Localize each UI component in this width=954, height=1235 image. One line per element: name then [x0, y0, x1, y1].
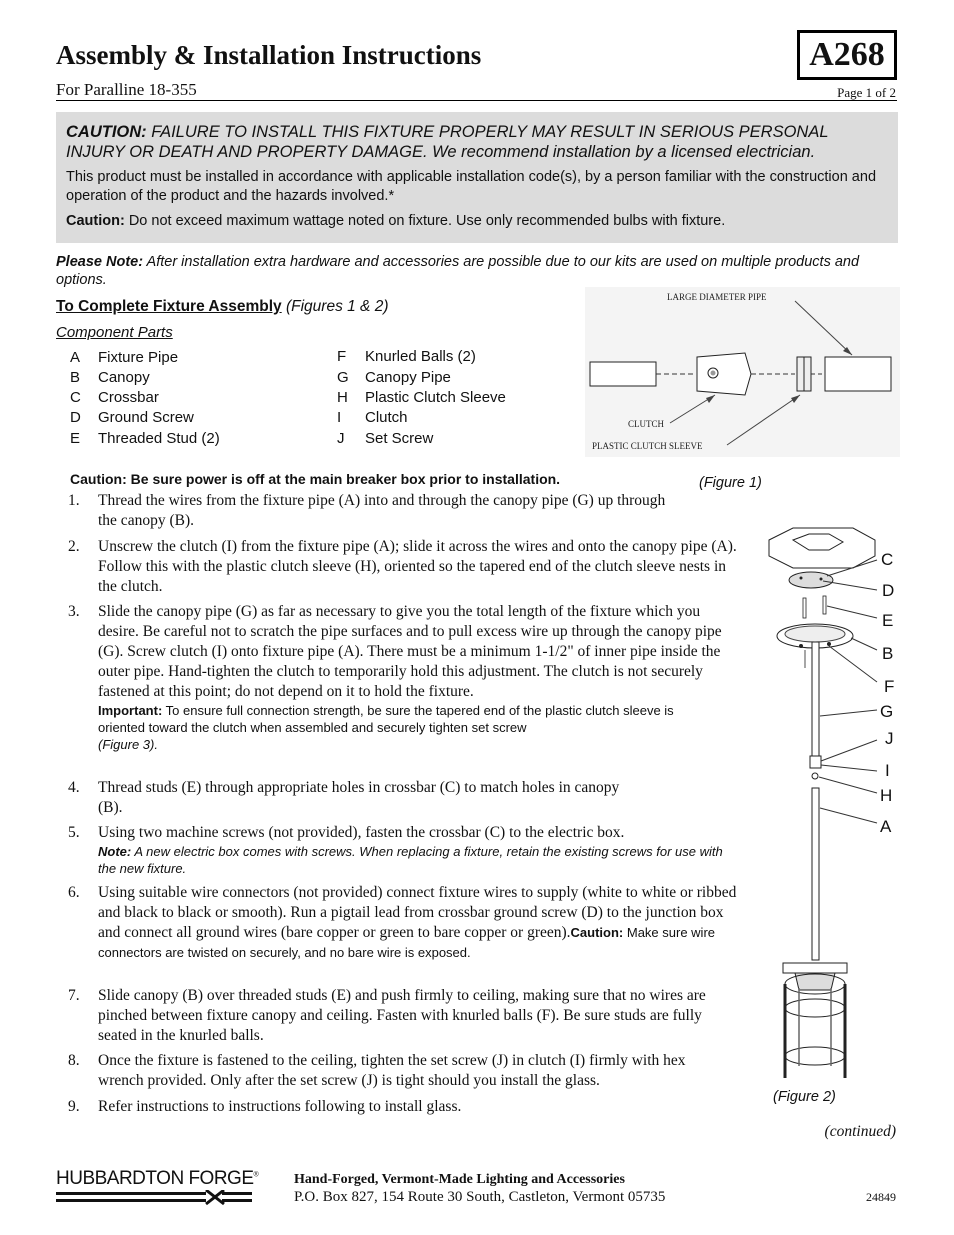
footer-doc-id: 24849 [866, 1190, 896, 1204]
figure-2-label-b: B [882, 644, 894, 663]
footer-tagline: Hand-Forged, Vermont-Made Lighting and Accessories [294, 1172, 625, 1187]
fixture-pipe-shape [812, 788, 819, 960]
power-caution: Caution: Be sure power is off at the main breaker box prior to installation. [70, 471, 561, 487]
assembly-heading [56, 298, 388, 316]
part-item: G Canopy Pipe [337, 369, 451, 386]
figure-2-label-e: E [882, 611, 894, 630]
part-item: I Clutch [337, 409, 408, 426]
wattage-text: Do not exceed maximum wattage noted on fixture. Use only recommended bulbs with fixture. [124, 213, 726, 229]
code-paragraph: This product must be installed in accordance with applicable installation code(s), by a person familiar with the construction and operation of the product and the hazards involved.* [66, 169, 877, 204]
caution-heading [66, 122, 888, 162]
figure-2-label-d: D [882, 581, 895, 600]
figure-2-label-j: J [885, 729, 894, 748]
figure-2-caption: (Figure 2) [773, 1089, 836, 1105]
large-pipe-shape [825, 357, 891, 391]
caution-text: FAILURE TO INSTALL THIS FIXTURE PROPERLY MAY RESULT IN SERIOUS PERSONAL INJURY OR DEATH AND PROPERTY DAMAGE. We recommend installation by a licensed electrician. [66, 123, 829, 161]
figure-2-label-h: H [880, 786, 893, 805]
clutch-shape [810, 756, 821, 768]
please-note [56, 253, 901, 289]
figure-2-label-g: G [880, 702, 894, 721]
continued-note: (continued) [824, 1123, 896, 1140]
assembly-figures-ref: (Figures 1 & 2) [281, 298, 389, 315]
part-item: A Fixture Pipe [70, 349, 179, 366]
label-clutch: CLUTCH [628, 419, 664, 429]
wattage-label: Caution: [66, 213, 125, 229]
figure-2-label-a: A [880, 817, 892, 836]
document-number: A268 [797, 30, 897, 80]
assembly-heading-text: To Complete Fixture Assembly [56, 298, 282, 315]
component-parts-heading: Component Parts [56, 324, 173, 341]
logo-registered-mark: ® [253, 1171, 259, 1179]
part-item: F Knurled Balls (2) [337, 348, 476, 365]
part-item: J Set Screw [337, 430, 434, 447]
caution-label: CAUTION: [66, 123, 147, 141]
part-item: D Ground Screw [70, 409, 194, 426]
clutch-shape [697, 353, 751, 395]
note-label: Please Note: [56, 254, 144, 270]
label-large-diameter-pipe: LARGE DIAMETER PIPE [667, 292, 767, 302]
logo-mark-icon [56, 1190, 256, 1206]
part-item: H Plastic Clutch Sleeve [337, 389, 506, 406]
header-rule [56, 100, 897, 101]
logo-text: HUBBARDTON FORGE [56, 1168, 254, 1189]
part-item: C Crossbar [70, 389, 159, 406]
wattage-caution [66, 212, 888, 231]
caution-box [56, 112, 898, 243]
footer-address: P.O. Box 827, 154 Route 30 South, Castleton, Vermont 05735 [294, 1189, 666, 1205]
figure-1-diagram [585, 287, 900, 457]
canopy-pipe-shape [812, 642, 819, 764]
small-pipe-shape [590, 362, 656, 386]
note-text: After installation extra hardware and accessories are possible due to our kits are used on multiple products and options. [56, 254, 860, 288]
figure-2-label-c: C [881, 550, 894, 569]
product-subtitle: For Paralline 18-355 [56, 80, 197, 99]
label-plastic-clutch-sleeve: PLASTIC CLUTCH SLEEVE [592, 441, 703, 451]
figure-2-label-i: I [885, 761, 890, 780]
part-item: E Threaded Stud (2) [70, 430, 220, 447]
figure-2-label-f: F [884, 677, 895, 696]
page-number: Page 1 of 2 [837, 85, 896, 100]
figure-1-caption: (Figure 1) [699, 475, 762, 491]
hubbardton-forge-logo [56, 1168, 266, 1212]
page-title: Assembly & Installation Instructions [56, 40, 482, 70]
part-item: B Canopy [70, 369, 150, 386]
